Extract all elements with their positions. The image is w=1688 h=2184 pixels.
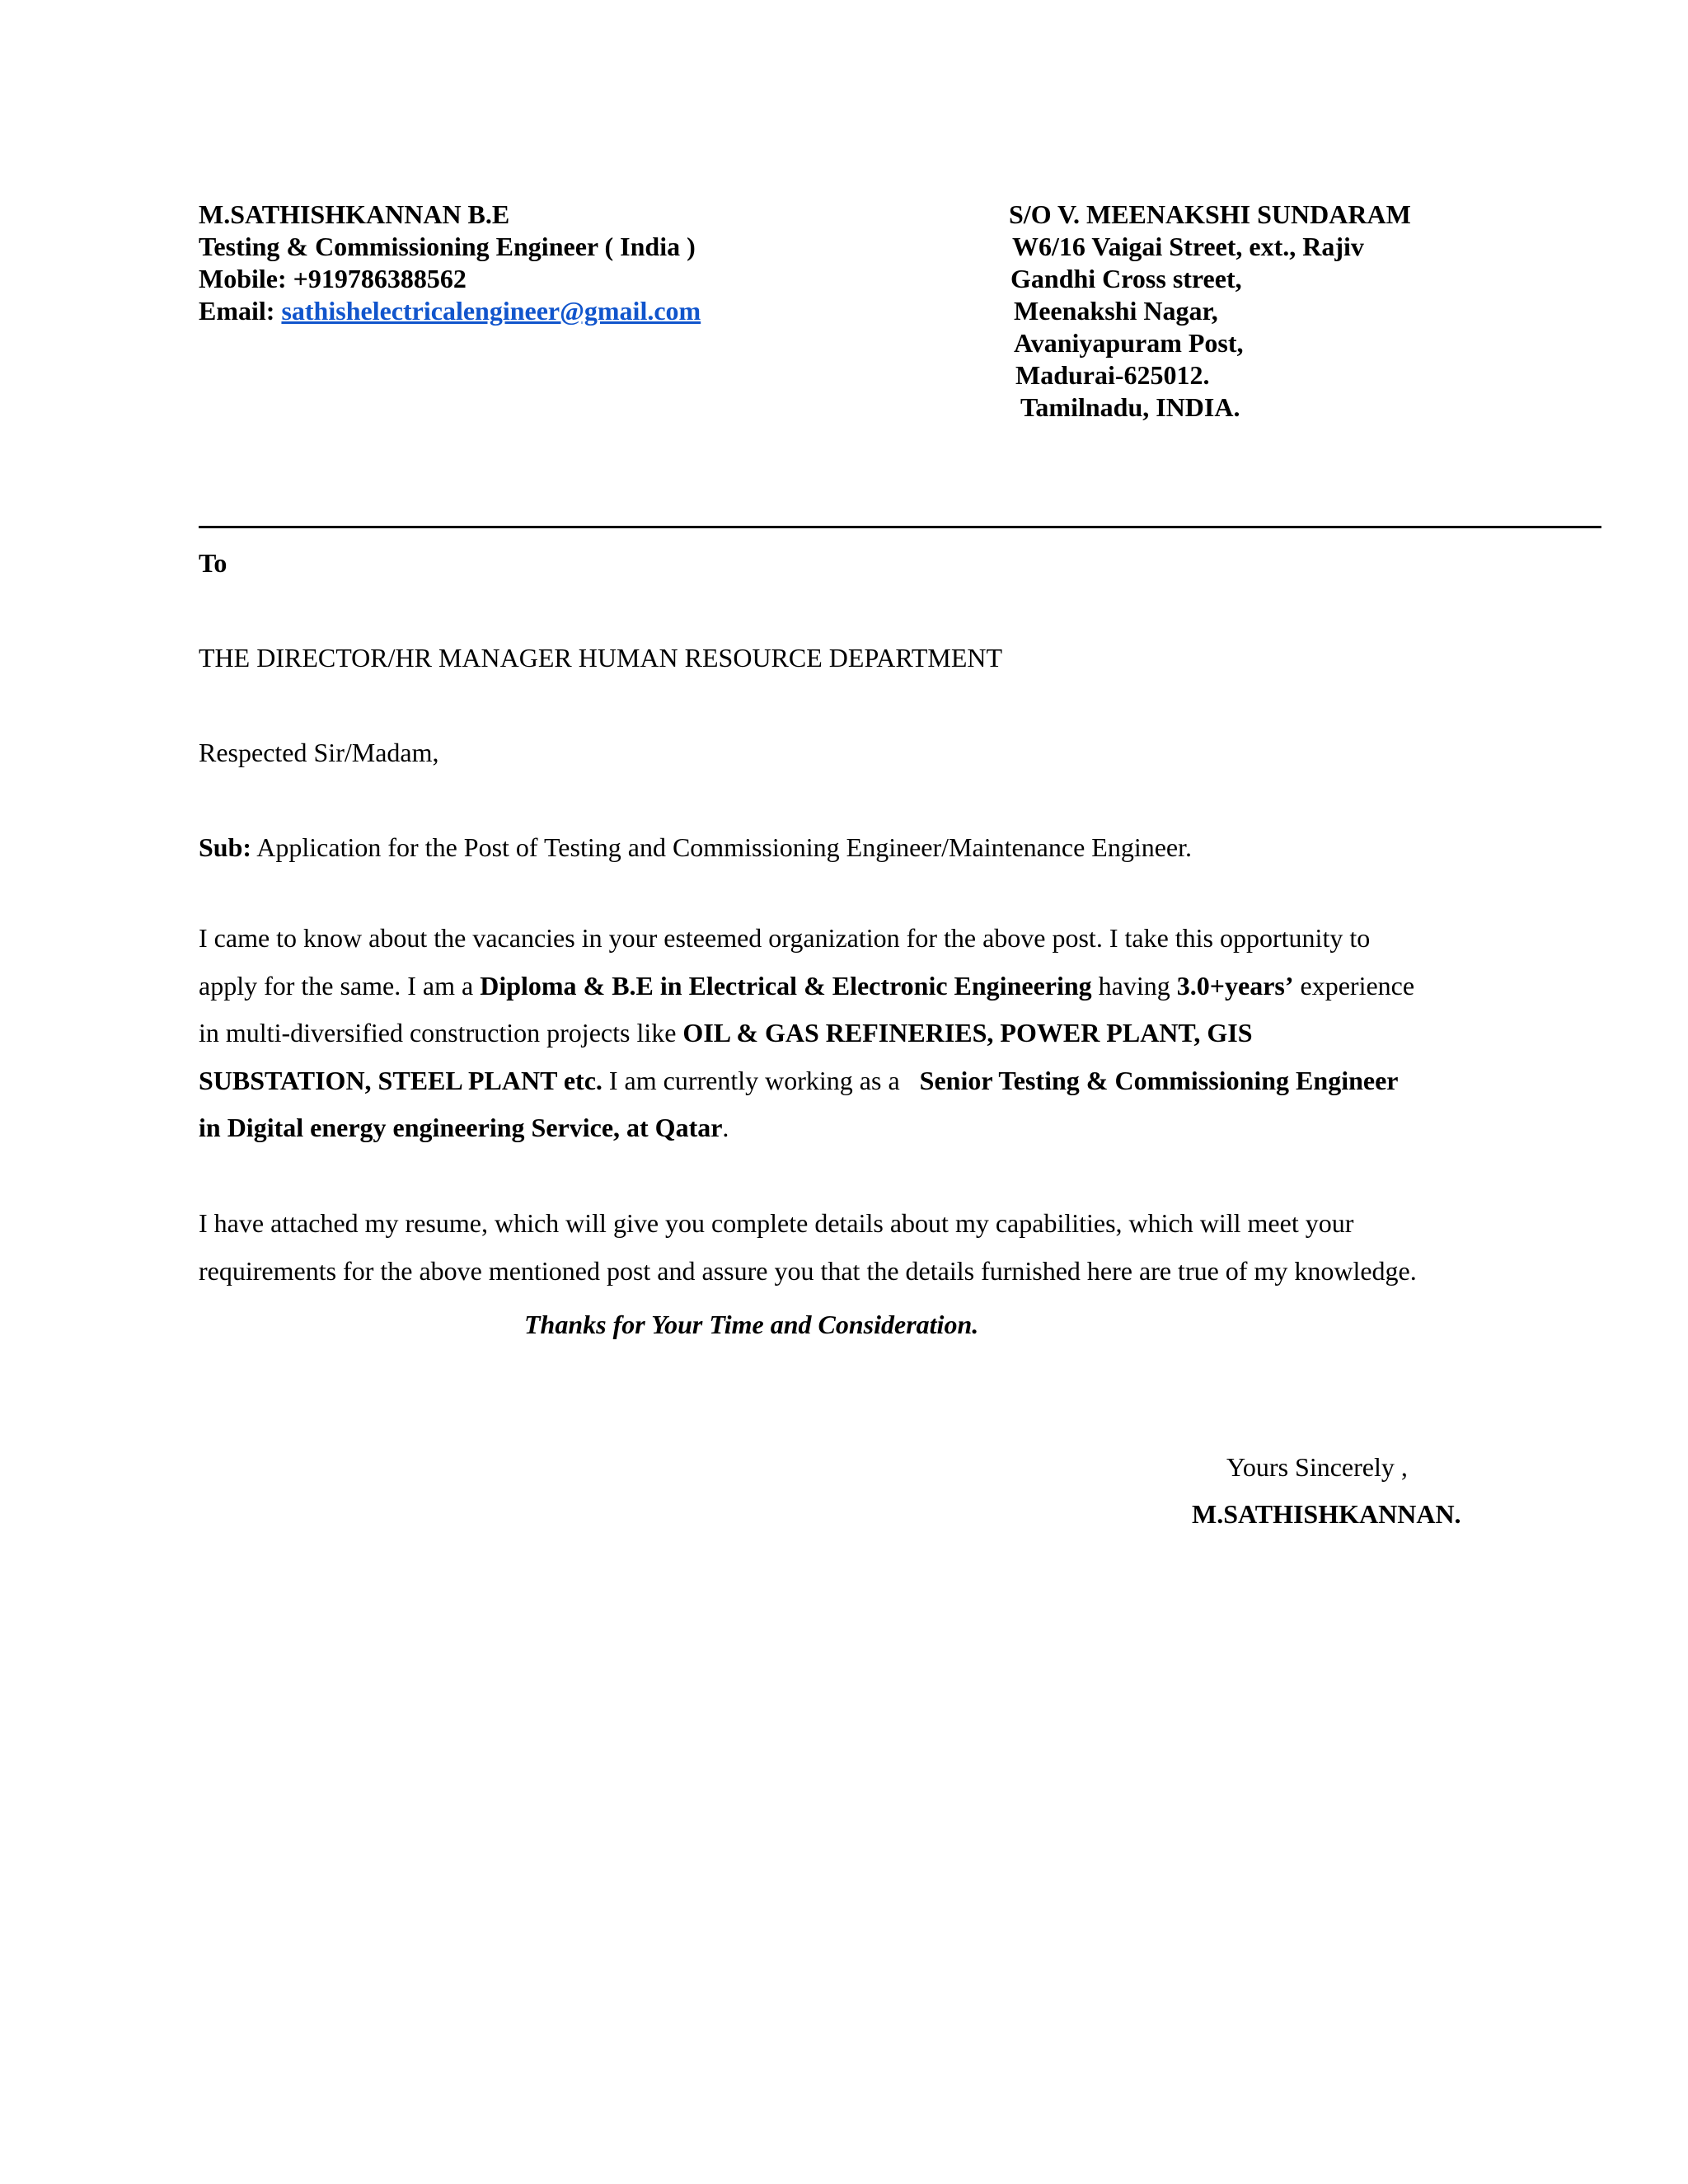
to-label: To [199,548,227,578]
para1-line-3: in multi-diversified construction projects like OIL & GAS REFINERIES, POWER PLANT, GIS [199,1018,1253,1047]
thanks-line: Thanks for Your Time and Consideration. [524,1310,979,1339]
subject-label: Sub: [199,832,252,862]
address-line-2: W6/16 Vaigai Street, ext., Rajiv [1012,232,1364,261]
address-line-4: Meenakshi Nagar, [1014,296,1218,326]
email-link[interactable]: sathishelectricalengineer@gmail.com [281,296,701,326]
subject-text: Application for the Post of Testing and Commissioning Engineer/Maintenance Engineer. [256,832,1193,862]
address-line-6: Madurai-625012. [1015,360,1210,390]
mobile-number: +919786388562 [293,264,467,293]
header-divider [199,526,1601,528]
para1-line-5: in Digital energy engineering Service, at Qatar. [199,1113,729,1142]
address-line-1: S/O V. MEENAKSHI SUNDARAM [1009,199,1411,229]
para2-line-2: requirements for the above mentioned post and assure you that the details furnished here are true of my knowledge. [199,1255,1417,1286]
salutation: Respected Sir/Madam, [199,738,439,767]
address-line-7: Tamilnadu, INDIA. [1020,392,1240,422]
body-paragraph-2 [199,1200,1484,1295]
sender-name: M.SATHISHKANNAN B.E [199,199,510,229]
para2-line-1: I have attached my resume, which will give you complete details about my capabilities, which will meet your [199,1208,1354,1238]
address-line-5: Avaniyapuram Post, [1014,328,1244,358]
para1-line-2: apply for the same. I am a Diploma & B.E in Electrical & Electronic Engineering having 3.0+years’ experience [199,970,1415,1001]
sender-title: Testing & Commissioning Engineer ( India ) [199,232,696,261]
sender-mobile [199,263,467,295]
sender-email [199,295,701,327]
recipient-name: THE DIRECTOR/HR MANAGER HUMAN RESOURCE DEPARTMENT [199,643,1003,673]
para1-line-4: SUBSTATION, STEEL PLANT etc. I am currently working as a Senior Testing & Commissioning Engineer [199,1065,1399,1095]
address-line-3: Gandhi Cross street, [1010,264,1242,293]
subject-line [199,831,1192,864]
signature-name: M.SATHISHKANNAN. [1192,1499,1461,1529]
para1-line-1: I came to know about the vacancies in your esteemed organization for the above post. I take this opportunity to [199,923,1371,953]
body-paragraph-1 [199,915,1484,1152]
mobile-label: Mobile: [199,264,287,293]
closing: Yours Sincerely , [1226,1452,1408,1482]
email-label: Email: [199,296,275,326]
